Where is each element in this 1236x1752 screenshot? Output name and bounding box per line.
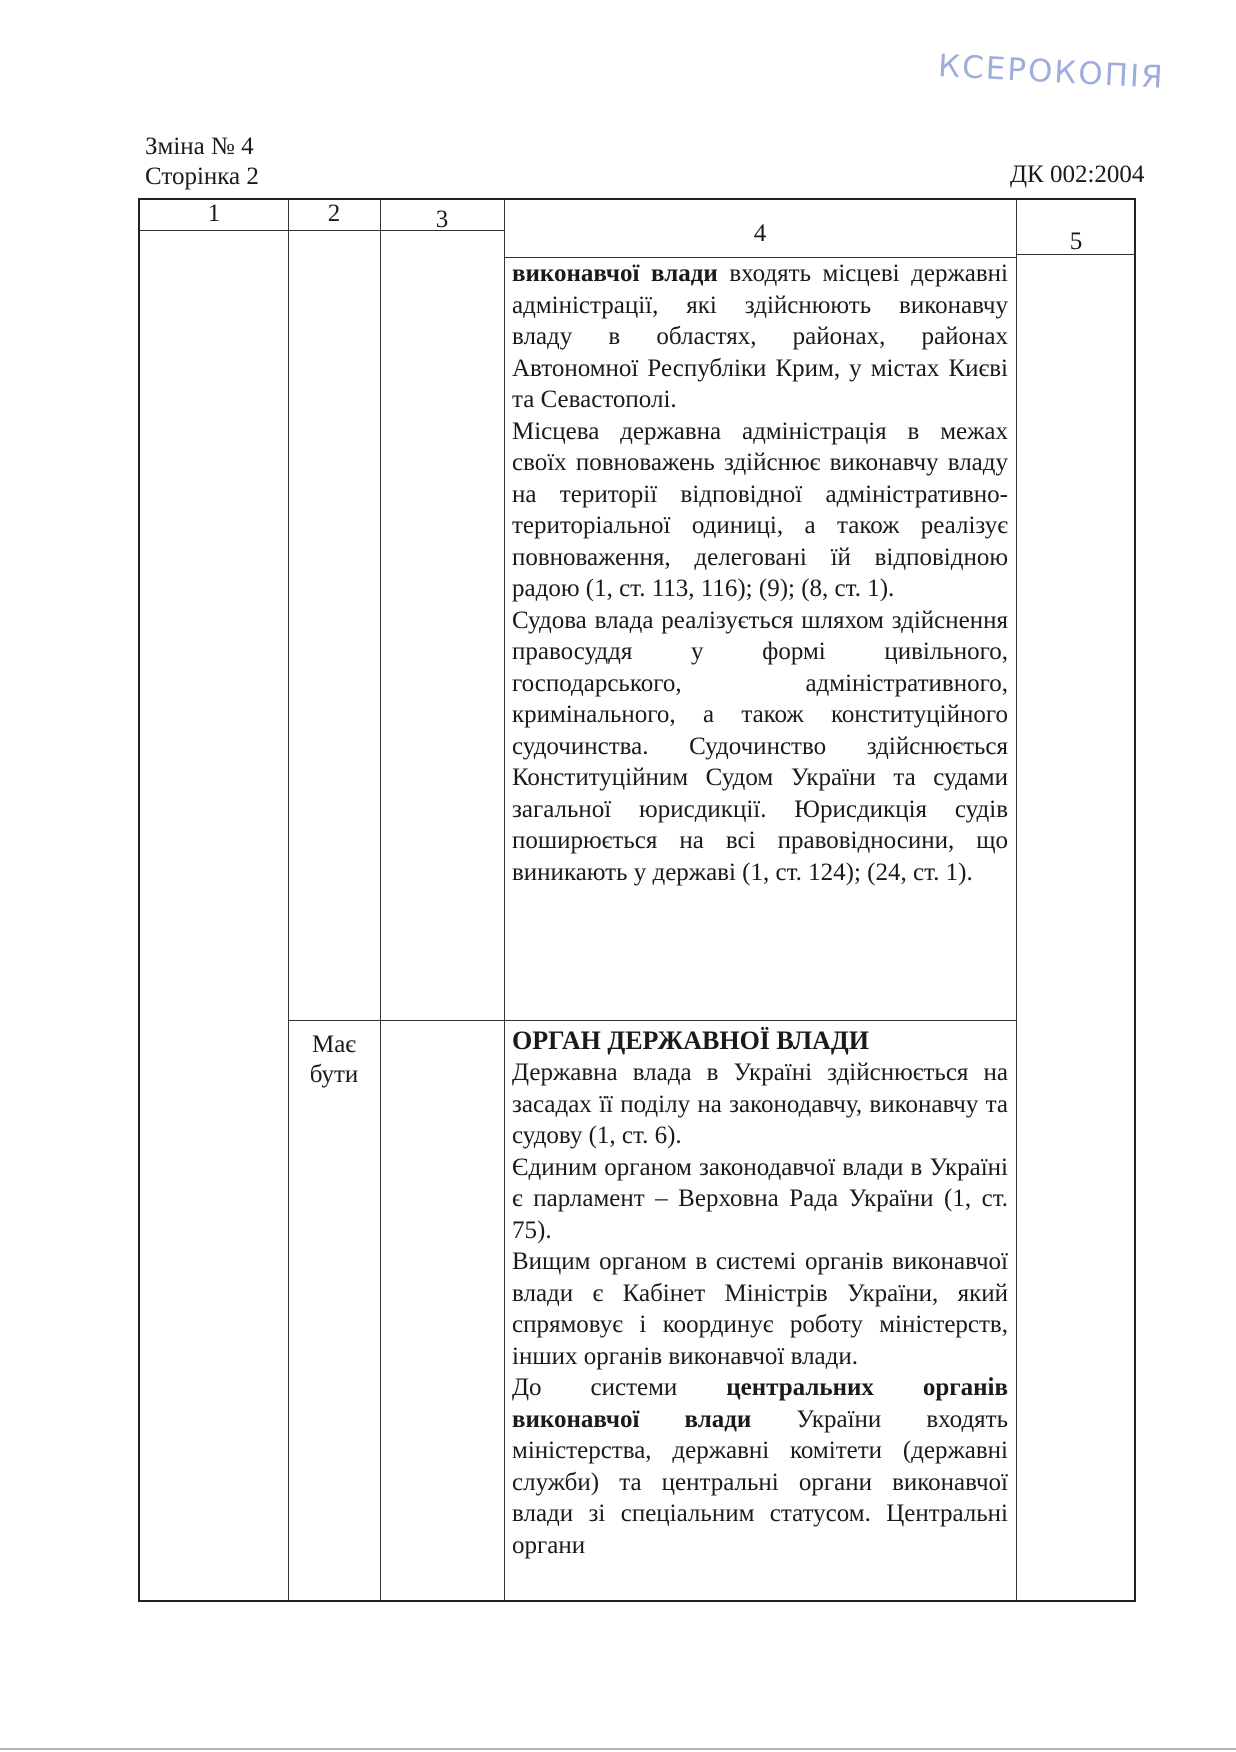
- paragraph-text: До системи: [512, 1374, 727, 1401]
- paragraph-text: входять місцеві державні адміністрації, які здійснюють виконавчу владу в областях, районах, районах Автономної Республіки Крим, у містах Києві та Севастополі.: [512, 260, 1008, 413]
- row-label-should-be: [288, 1030, 380, 1090]
- column-divider: [504, 200, 505, 1600]
- new-definition-text: [512, 1025, 1008, 1561]
- column-number-1: 1: [207, 200, 221, 227]
- classifier-code: ДК 002:2004: [1010, 161, 1145, 188]
- page-number: Сторінка 2: [145, 163, 259, 190]
- paragraph-text: України входять міністерства, державні комітети (державні служби) та центральні органи виконавчої влади зі спеціальним статусом. Центральні органи: [512, 1405, 1008, 1559]
- column-divider: [1016, 200, 1017, 1600]
- bold-term: центральних органів виконавчої влади: [512, 1374, 1008, 1433]
- paragraph: Судова влада реалізується шляхом здійснення правосуддя у формі цивільного, господарського, адміністративного, кримінального, а також конституційного судочинства. Судочинство здійснюється Конституційним Судом України та судами загальної юрисдикції. Юрисдикція судів поширюється на всі правовідносини, що виникають у державі (1, ст. 124); (24, ст. 1).: [512, 606, 1008, 886]
- column-divider: [288, 200, 289, 1600]
- change-number: Зміна № 4: [145, 133, 254, 160]
- paragraph: [512, 258, 1008, 416]
- row-divider: [288, 1020, 1016, 1021]
- row-label-line: Має: [311, 1031, 357, 1058]
- paragraph: Державна влада в Україні здійснюється на засадах її поділу на законодавчу, виконавчу та судову (1, ст. 6).: [512, 1059, 1008, 1149]
- scan-edge-line: [0, 1748, 1236, 1750]
- column-number-2: 2: [327, 200, 341, 227]
- paragraph: Місцева державна адміністрація в межах своїх повноважень здійснює виконавчу владу на території відповідної адміністративно-територіальної одиниці, а також реалізує повноваження, делеговані їй відповідною радою (1, ст. 113, 116); (9); (8, ст. 1).: [512, 417, 1008, 602]
- previous-definition-text: [512, 258, 1008, 888]
- column-number-3: 3: [435, 206, 449, 233]
- row-label-line: бути: [309, 1061, 359, 1088]
- column-divider: [380, 200, 381, 1600]
- copy-stamp: КСЕРОКОПІЯ: [937, 48, 1166, 96]
- paragraph: Єдиним органом законодавчої влади в Україні є парламент – Верховна Рада України (1, ст. 75).: [512, 1153, 1008, 1244]
- bold-term: виконавчої влади: [512, 260, 718, 287]
- paragraph: Вищим органом в системі органів виконавчої влади є Кабінет Міністрів України, який спрямовує і координує роботу міністерств, інших органів виконавчої влади.: [512, 1248, 1008, 1370]
- amendment-table: [138, 198, 1136, 1602]
- term-title: ОРГАН ДЕРЖАВНОЇ ВЛАДИ: [512, 1026, 870, 1055]
- paragraph: [512, 1372, 1008, 1561]
- column-number-4: 4: [753, 220, 767, 247]
- column-number-5: 5: [1069, 228, 1083, 255]
